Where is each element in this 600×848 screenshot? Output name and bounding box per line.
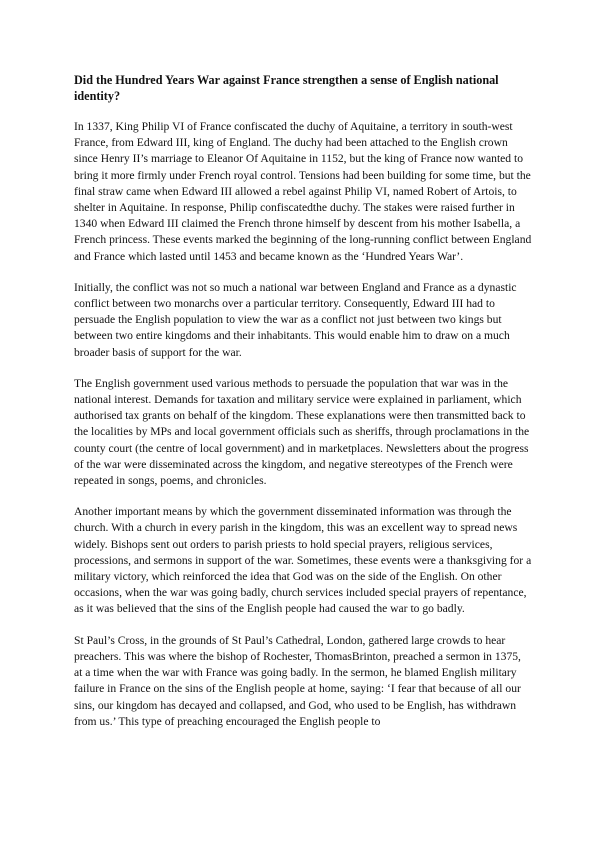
paragraph-4: Another important means by which the government disseminated information was through the church. With a church in every parish in the kingdom, this was an excellent way to spread news widely. Bishops sent out orders to parish priests to hold special prayers, religious services, processions, and sermons in support of the war. Sometimes, these events were a thanksgiving for a military victory, which reinforced the idea that God was on the side of the English. On other occasions, when the war was going badly, church services included special prayers of repentance, as it was believed that the sins of the English people had caused the war to go badly. [74, 505, 532, 616]
document-title: Did the Hundred Years War against France strengthen a sense of English national identity? [74, 73, 499, 103]
paragraph-2: Initially, the conflict was not so much a national war between England and France as a dynastic conflict between two monarchs over a particular territory. Consequently, Edward III had to persuade the English population to view the war as a conflict not just between two kings but between two entire kingdoms and their inhabitants. This would enable him to draw on a much broader basis of support for the war. [74, 280, 517, 359]
document-body [74, 72, 532, 745]
paragraph-5: St Paul’s Cross, in the grounds of St Paul’s Cathedral, London, gathered large crowds to hear preachers. This was where the bishop of Rochester, ThomasBrinton, preached a sermon in 1375, at a time when the war with France was going badly. In the sermon, he blamed English military failure in France on the sins of the English people at home, saying: ‘I fear that because of all our sins, our kingdom has decayed and collapsed, and God, who used to be English, has withdrawn from us.’ This type of preaching encouraged the English people to [74, 633, 521, 728]
paragraph-3: The English government used various methods to persuade the population that war was in the national interest. Demands for taxation and military service were explained in parliament, which authorised tax grants on behalf of the kingdom. These explanations were then transmitted back to the localities by MPs and local government officials such as sheriffs, through proclamations in the county court (the centre of local government) and in marketplaces. Newsletters about the progress of the war were disseminated across the kingdom, and negative stereotypes of the French were repeated in songs, poems, and chronicles. [74, 376, 530, 488]
paragraph-1: In 1337, King Philip VI of France confiscated the duchy of Aquitaine, a territory in south-west France, from Edward III, king of England. The duchy had been attached to the English crown since Henry II’s marriage to Eleanor Of Aquitaine in 1152, but the king of France now wanted to bring it more firmly under French royal control. Tensions had been building for some time, but the final straw came when Edward III allowed a rebel against Philip VI, named Robert of Artois, to shelter in Aquitaine. In response, Philip confiscatedthe duchy. The stakes were raised further in 1340 when Edward III claimed the French throne himself by descent from his mother Isabella, a French princess. These events marked the beginning of the long-running conflict between England and France which lasted until 1453 and became known as the ‘Hundred Years War’. [74, 120, 532, 263]
